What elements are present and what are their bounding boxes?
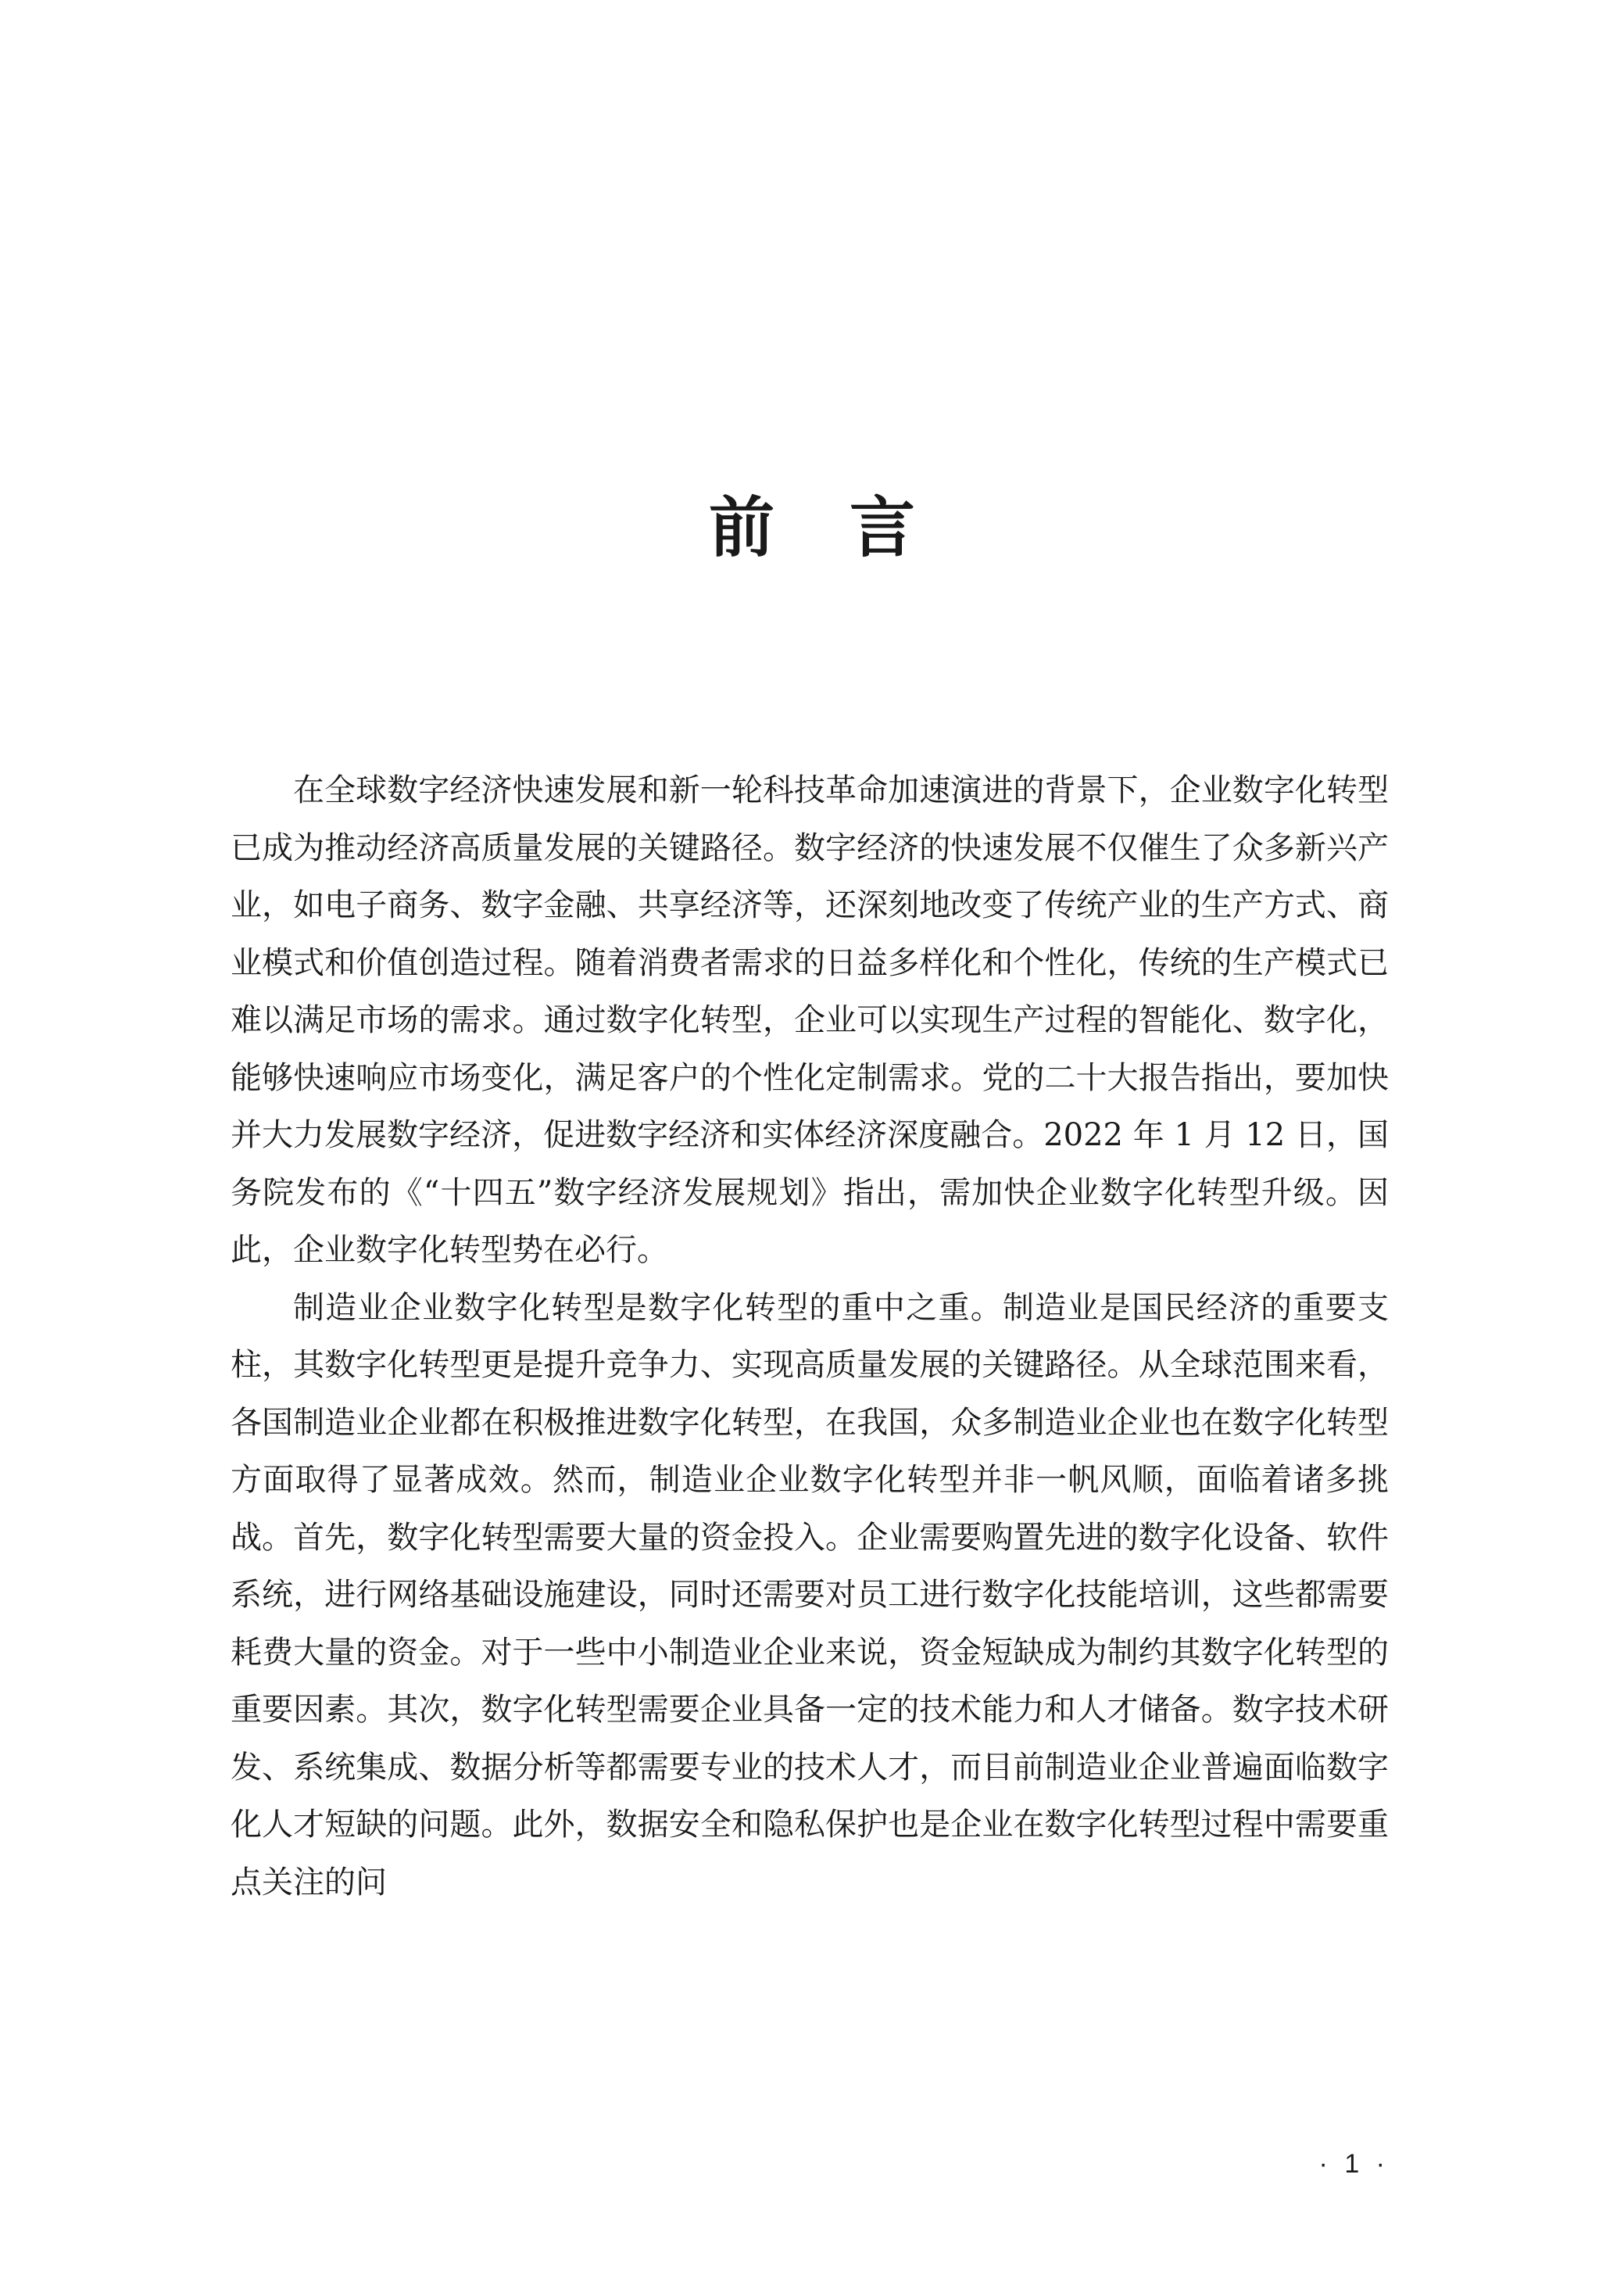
paragraph: 制造业企业数字化转型是数字化转型的重中之重。制造业是国民经济的重要支柱，其数字化转型更是提升竞争力、实现高质量发展的关键路径。从全球范围来看，各国制造业企业都在积极推进数字化转型，在我国，众多制造业企业也在数字化转型方面取得了显著成效。然而，制造业企业数字化转型并非一帆风顺，面临着诸多挑战。首先，数字化转型需要大量的资金投入。企业需要购置先进的数字化设备、软件系统，进行网络基础设施建设，同时还需要对员工进行数字化技能培训，这些都需要耗费大量的资金。对于一些中小制造业企业来说，资金短缺成为制约其数字化转型的重要因素。其次，数字化转型需要企业具备一定的技术能力和人才储备。数字技术研发、系统集成、数据分析等都需要专业的技术人才，而目前制造业企业普遍面临数字化人才短缺的问题。此外，数据安全和隐私保护也是企业在数字化转型过程中需要重点关注的问	[231, 1289, 1389, 1900]
page-number: · 1 ·	[1318, 2149, 1390, 2179]
page-title: 前言	[708, 489, 990, 566]
paragraph: 在全球数字经济快速发展和新一轮科技革命加速演进的背景下，企业数字化转型已成为推动经济高质量发展的关键路径。数字经济的快速发展不仅催生了众多新兴产业，如电子商务、数字金融、共享经济等，还深刻地改变了传统产业的生产方式、商业模式和价值创造过程。随着消费者需求的日益多样化和个性化，传统的生产模式已难以满足市场的需求。通过数字化转型，企业可以实现生产过程的智能化、数字化，能够快速响应市场变化，满足客户的个性化定制需求。党的二十大报告指出，要加快并大力发展数字经济，促进数字经济和实体经济深度融合。2022 年 1 月 12 日，国务院发布的《“十四五”数字经济发展规划》指出，需加快企业数字化转型升级。因此，企业数字化转型势在必行。	[231, 772, 1389, 1268]
body-text	[231, 762, 1389, 1911]
